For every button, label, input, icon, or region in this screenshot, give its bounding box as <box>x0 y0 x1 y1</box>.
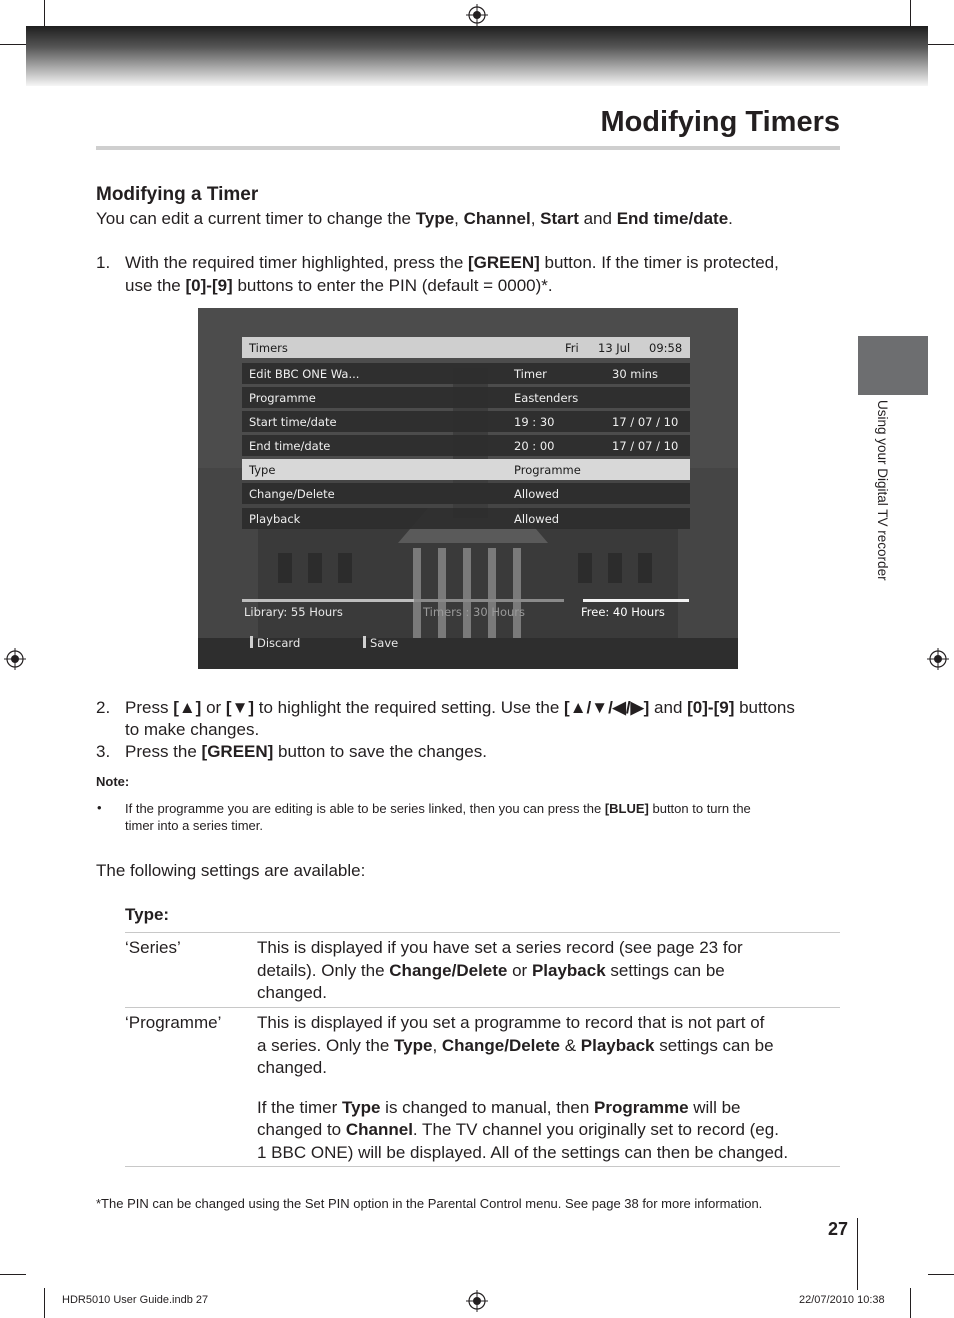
section-heading: Modifying a Timer <box>96 184 259 205</box>
setting-description: This is displayed if you have set a series record (see page 23 for details). Only the Change/Delete or Playback settings can be changed. <box>257 938 743 1002</box>
timers-capacity-bar <box>414 599 564 602</box>
step-number: 1. <box>96 253 111 272</box>
step-2-line-1: Press [▲] or [▼] to highlight the required setting. Use the [▲/▼/◀/▶] and [0]-[9] buttons <box>125 698 795 717</box>
title-rule <box>96 146 840 150</box>
header-band <box>26 26 928 86</box>
library-capacity-bar <box>242 599 414 602</box>
crop-mark <box>44 0 45 26</box>
page-number: 27 <box>828 1219 849 1239</box>
green-key-icon <box>363 636 366 648</box>
page-title: Modifying Timers <box>600 106 840 138</box>
step-number: 2. <box>96 698 111 717</box>
registration-mark-icon <box>466 1290 488 1312</box>
library-hours: Library: 55 Hours <box>244 605 343 619</box>
slug-file: HDR5010 User Guide.indb 27 <box>62 1294 209 1306</box>
page-number-rule <box>857 1218 858 1290</box>
step-number: 3. <box>96 742 111 761</box>
footnote: *The PIN can be changed using the Set PIN option in the Parental Control menu. See page 38 for more information. <box>96 1196 763 1211</box>
tv-screenshot <box>198 308 738 669</box>
note-text: If the programme you are editing is able to be series linked, then you can press the [BLUE] button to turn the timer into a series timer. <box>125 801 751 833</box>
timers-hours: Timers : 30 Hours <box>423 605 526 619</box>
chapter-tab <box>858 336 928 395</box>
tv-header-bar: Timers Fri 13 Jul 09:58 <box>242 337 690 358</box>
crop-mark <box>910 1288 911 1318</box>
table-rule <box>125 932 840 933</box>
chapter-label: Using your Digital TV recorder <box>875 400 890 581</box>
note-heading: Note: <box>96 774 130 789</box>
tv-menu-row[interactable]: Programme Eastenders <box>242 387 690 408</box>
crop-mark <box>0 44 26 45</box>
crop-mark <box>928 44 954 45</box>
setting-name: ‘Series’ <box>125 938 181 957</box>
tv-menu-row-selected[interactable]: Type Programme <box>242 459 690 480</box>
bullet-icon: • <box>97 800 102 815</box>
setting-description: This is displayed if you set a programme to record that is not part of a series. Only the Type, Change/Delete & Playback settings can be changed. If the timer Type is changed to manual, then Programme will be changed to Channel. The TV channel you originally set to record (eg. 1 BBC ONE) will be displayed. All of the settings can then be changed. <box>257 1013 789 1162</box>
table-rule <box>125 1007 840 1008</box>
registration-mark-icon <box>4 648 26 670</box>
setting-name: ‘Programme’ <box>125 1013 222 1032</box>
registration-mark-icon <box>466 4 488 26</box>
settings-lead: The following settings are available: <box>96 861 366 880</box>
tv-menu-row[interactable]: Edit BBC ONE Wa... Timer 30 mins <box>242 363 690 384</box>
slug-datetime: 22/07/2010 10:38 <box>799 1294 885 1306</box>
tv-menu-row[interactable]: Start time/date 19 : 30 17 / 07 / 10 <box>242 411 690 432</box>
table-rule <box>125 1166 840 1167</box>
save-button[interactable]: Save <box>363 636 398 650</box>
discard-button[interactable]: Discard <box>250 636 300 650</box>
crop-mark <box>0 1274 26 1275</box>
step-1-line-2: use the [0]-[9] buttons to enter the PIN (default = 0000)*. <box>125 276 553 295</box>
step-1-line-1: With the required timer highlighted, press the [GREEN] button. If the timer is protected, <box>125 253 779 272</box>
intro-paragraph: You can edit a current timer to change the Type, Channel, Start and End time/date. <box>96 209 733 228</box>
tv-menu-row[interactable]: End time/date 20 : 00 17 / 07 / 10 <box>242 435 690 456</box>
red-key-icon <box>250 636 253 648</box>
free-capacity-bar <box>583 599 689 602</box>
crop-mark <box>44 1288 45 1318</box>
step-3: Press the [GREEN] button to save the changes. <box>125 742 487 761</box>
crop-mark <box>928 1274 954 1275</box>
free-hours: Free: 40 Hours <box>581 605 665 619</box>
registration-mark-icon <box>927 648 949 670</box>
step-2-line-2: to make changes. <box>125 720 260 739</box>
crop-mark <box>910 0 911 26</box>
tv-menu-row[interactable]: Change/Delete Allowed <box>242 483 690 504</box>
table-heading: Type: <box>125 905 170 924</box>
tv-menu-row[interactable]: Playback Allowed <box>242 508 690 529</box>
